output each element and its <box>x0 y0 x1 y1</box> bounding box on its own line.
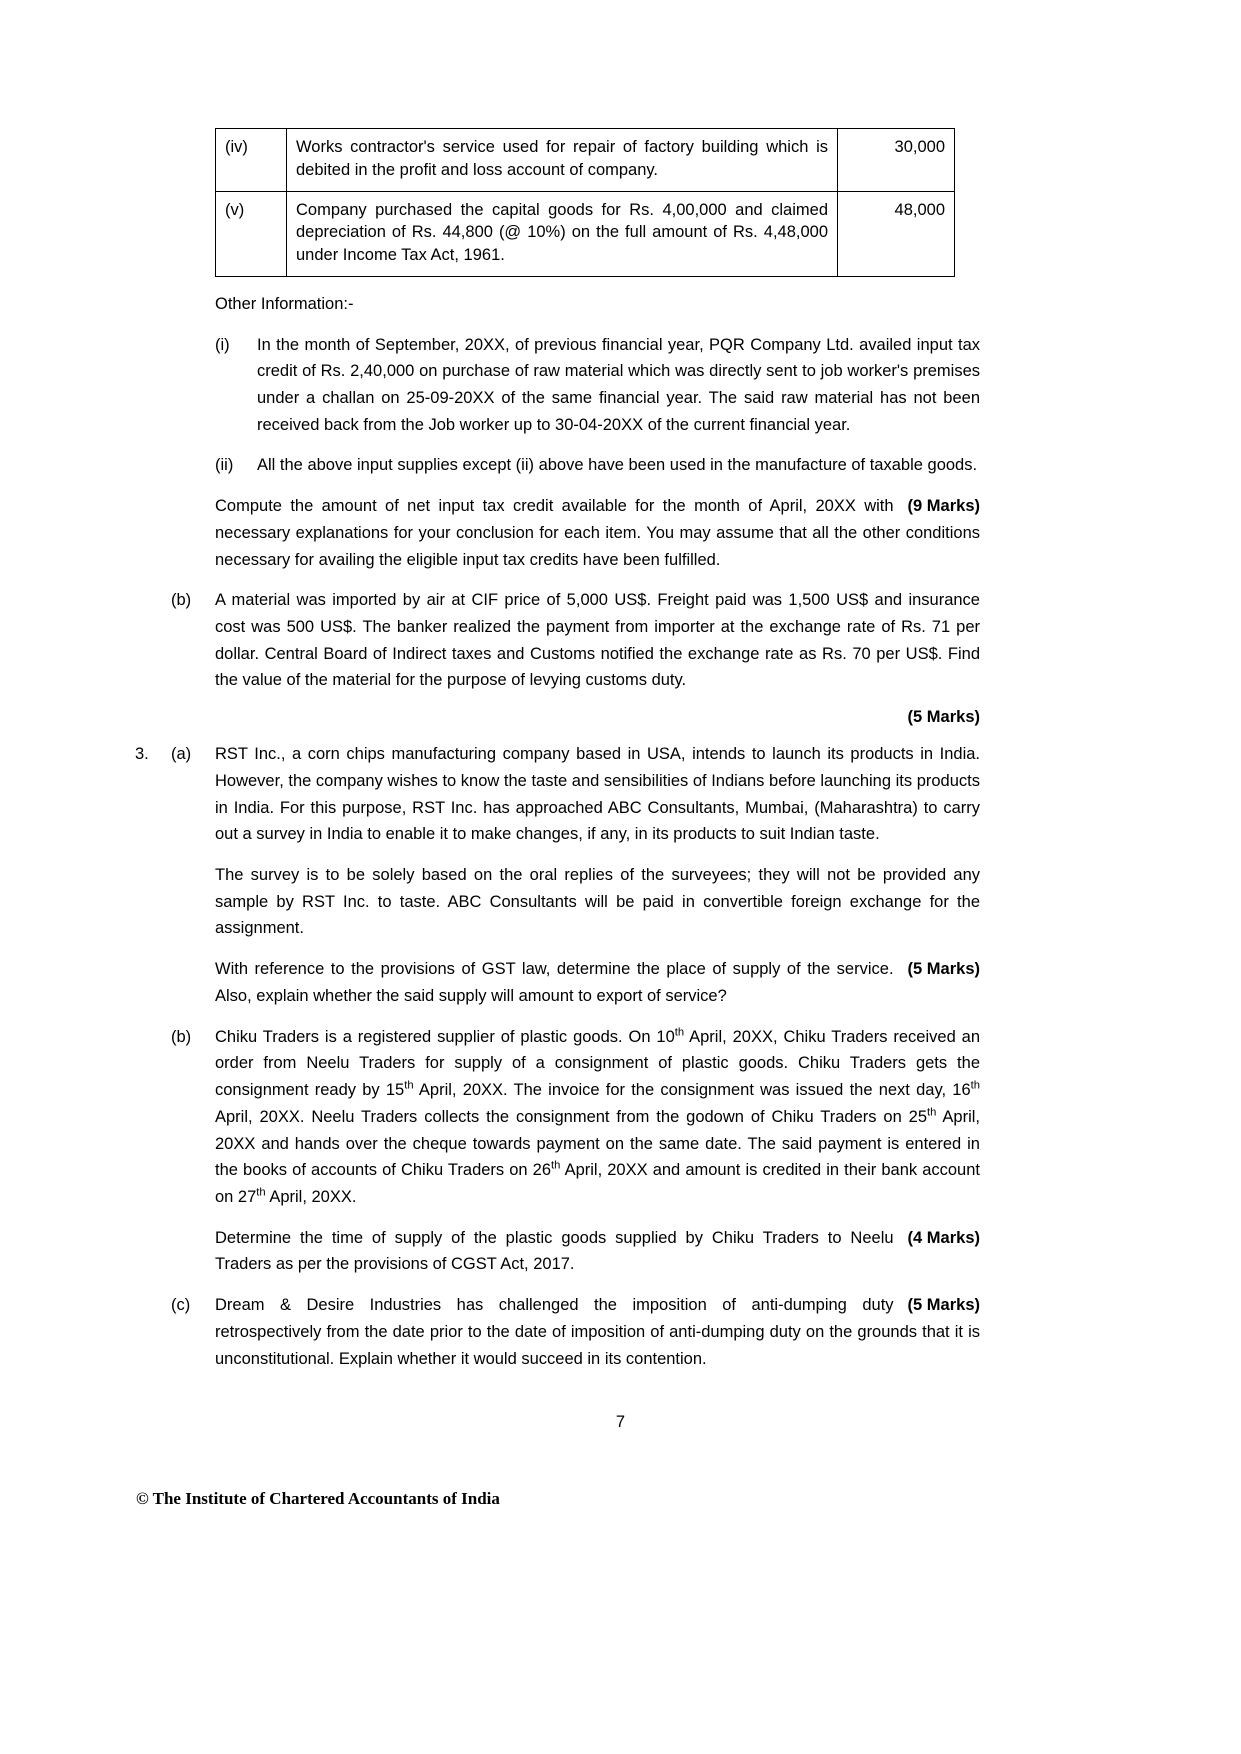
page-content <box>135 128 980 1372</box>
marks-label: (5 Marks) <box>907 960 980 979</box>
item-marker: (ii) <box>215 456 234 475</box>
marks-label: (4 Marks) <box>907 1228 980 1247</box>
row-description: Company purchased the capital goods for Rs. 4,00,000 and claimed depreciation of Rs. 44,800 (@ 10%) on the full amount of Rs. 4,48,000 under Income Tax Act, 1961. <box>287 191 838 276</box>
item-text: All the above input supplies except (ii) above have been used in the manufacture of taxable goods. <box>257 456 978 475</box>
item-marker: (b) <box>171 1027 192 1046</box>
item-marker: (c) <box>171 1296 191 1315</box>
item-text: In the month of September, 20XX, of previous financial year, PQR Company Ltd. availed input tax credit of Rs. 2,40,000 on purchase of raw material which was directly sent to job worker's premises under a challan on 25-09-20XX of the same financial year. The said raw material has not been received back from the Job worker up to 30-04-20XX of the current financial year. <box>257 335 980 434</box>
question-number: 3. <box>135 745 149 764</box>
row-index: (v) <box>216 191 287 276</box>
marks-label: (5 Marks) <box>907 708 980 727</box>
question-2b <box>171 587 980 694</box>
item-text: RST Inc., a corn chips manufacturing company based in USA, intends to launch its products in India. However, the company wishes to know the taste and sensibilities of Indians before launching its products in India. For this purpose, RST Inc. has approached ABC Consultants, Mumbai, (Maharashtra) to carry out a survey in India to enable it to make changes, if any, in its products to suit Indian taste. <box>215 745 980 844</box>
other-information-item <box>215 332 980 439</box>
compute-instruction <box>215 493 980 573</box>
input-items-table <box>215 128 955 277</box>
question-3c-text: Dream & Desire Industries has challenged the imposition of anti-dumping duty retrospectively from the date prior to the date of imposition of anti-dumping duty on the grounds that it is unconstitutional. Explain whether it would succeed in its contention. <box>215 1296 980 1368</box>
item-marker: (i) <box>215 335 230 354</box>
item-text <box>215 1292 980 1372</box>
marks-label: (5 Marks) <box>907 1296 980 1315</box>
table-row <box>216 191 955 276</box>
question-3a-para3-text: With reference to the provisions of GST law, determine the place of supply of the service. Also, explain whether the said supply will amount to export of service? <box>215 960 894 1005</box>
item-text: A material was imported by air at CIF price of 5,000 US$. Freight paid was 1,500 US$ and insurance cost was 500 US$. The banker realized the payment from importer at the exchange rate of Rs. 71 per dollar. Central Board of Indirect taxes and Customs notified the exchange rate as Rs. 70 per US$. Find the value of the material for the purpose of levying customs duty. <box>215 591 980 690</box>
row-amount: 48,000 <box>838 191 955 276</box>
question-3c <box>171 1292 980 1372</box>
other-information-item <box>215 452 980 479</box>
item-text: Chiku Traders is a registered supplier of plastic goods. On 10th April, 20XX, Chiku Traders received an order from Neelu Traders for supply of a consignment of plastic goods. Chiku Traders gets the consignment ready by 15th April, 20XX. The invoice for the consignment was issued the next day, 16th April, 20XX. Neelu Traders collects the consignment from the godown of Chiku Traders on 25th April, 20XX and hands over the cheque towards payment on the same date. The said payment is entered in the books of accounts of Chiku Traders on 26th April, 20XX and amount is credited in their bank account on 27th April, 20XX. <box>215 1026 980 1206</box>
table-row <box>216 129 955 192</box>
item-marker: (a) <box>171 745 192 764</box>
marks-label: (9 Marks) <box>907 497 980 516</box>
footer-copyright: © The Institute of Chartered Accountants of India <box>136 1489 500 1508</box>
row-amount: 30,000 <box>838 129 955 192</box>
row-index: (iv) <box>216 129 287 192</box>
question-3b <box>171 1024 980 1211</box>
row-description: Works contractor's service used for repair of factory building which is debited in the profit and loss account of company. <box>287 129 838 192</box>
question-3a <box>135 741 980 848</box>
question-3a-para2: The survey is to be solely based on the oral replies of the surveyees; they will not be provided any sample by RST Inc. to taste. ABC Consultants will be paid in convertible foreign exchange for the assignment. <box>215 866 980 938</box>
question-3a-para3 <box>215 956 980 1009</box>
page-number: 7 <box>615 1413 626 1431</box>
question-3b-closing <box>215 1225 980 1278</box>
item-marker: (b) <box>171 591 192 610</box>
other-information-heading: Other Information:- <box>215 294 354 313</box>
compute-text: Compute the amount of net input tax credit available for the month of April, 20XX with necessary explanations for your conclusion for each item. You may assume that all the other conditions necessary for availing the eligible input tax credits have been fulfilled. <box>215 497 980 569</box>
question-3b-closing-text: Determine the time of supply of the plastic goods supplied by Chiku Traders to Neelu Traders as per the provisions of CGST Act, 2017. <box>215 1228 894 1274</box>
